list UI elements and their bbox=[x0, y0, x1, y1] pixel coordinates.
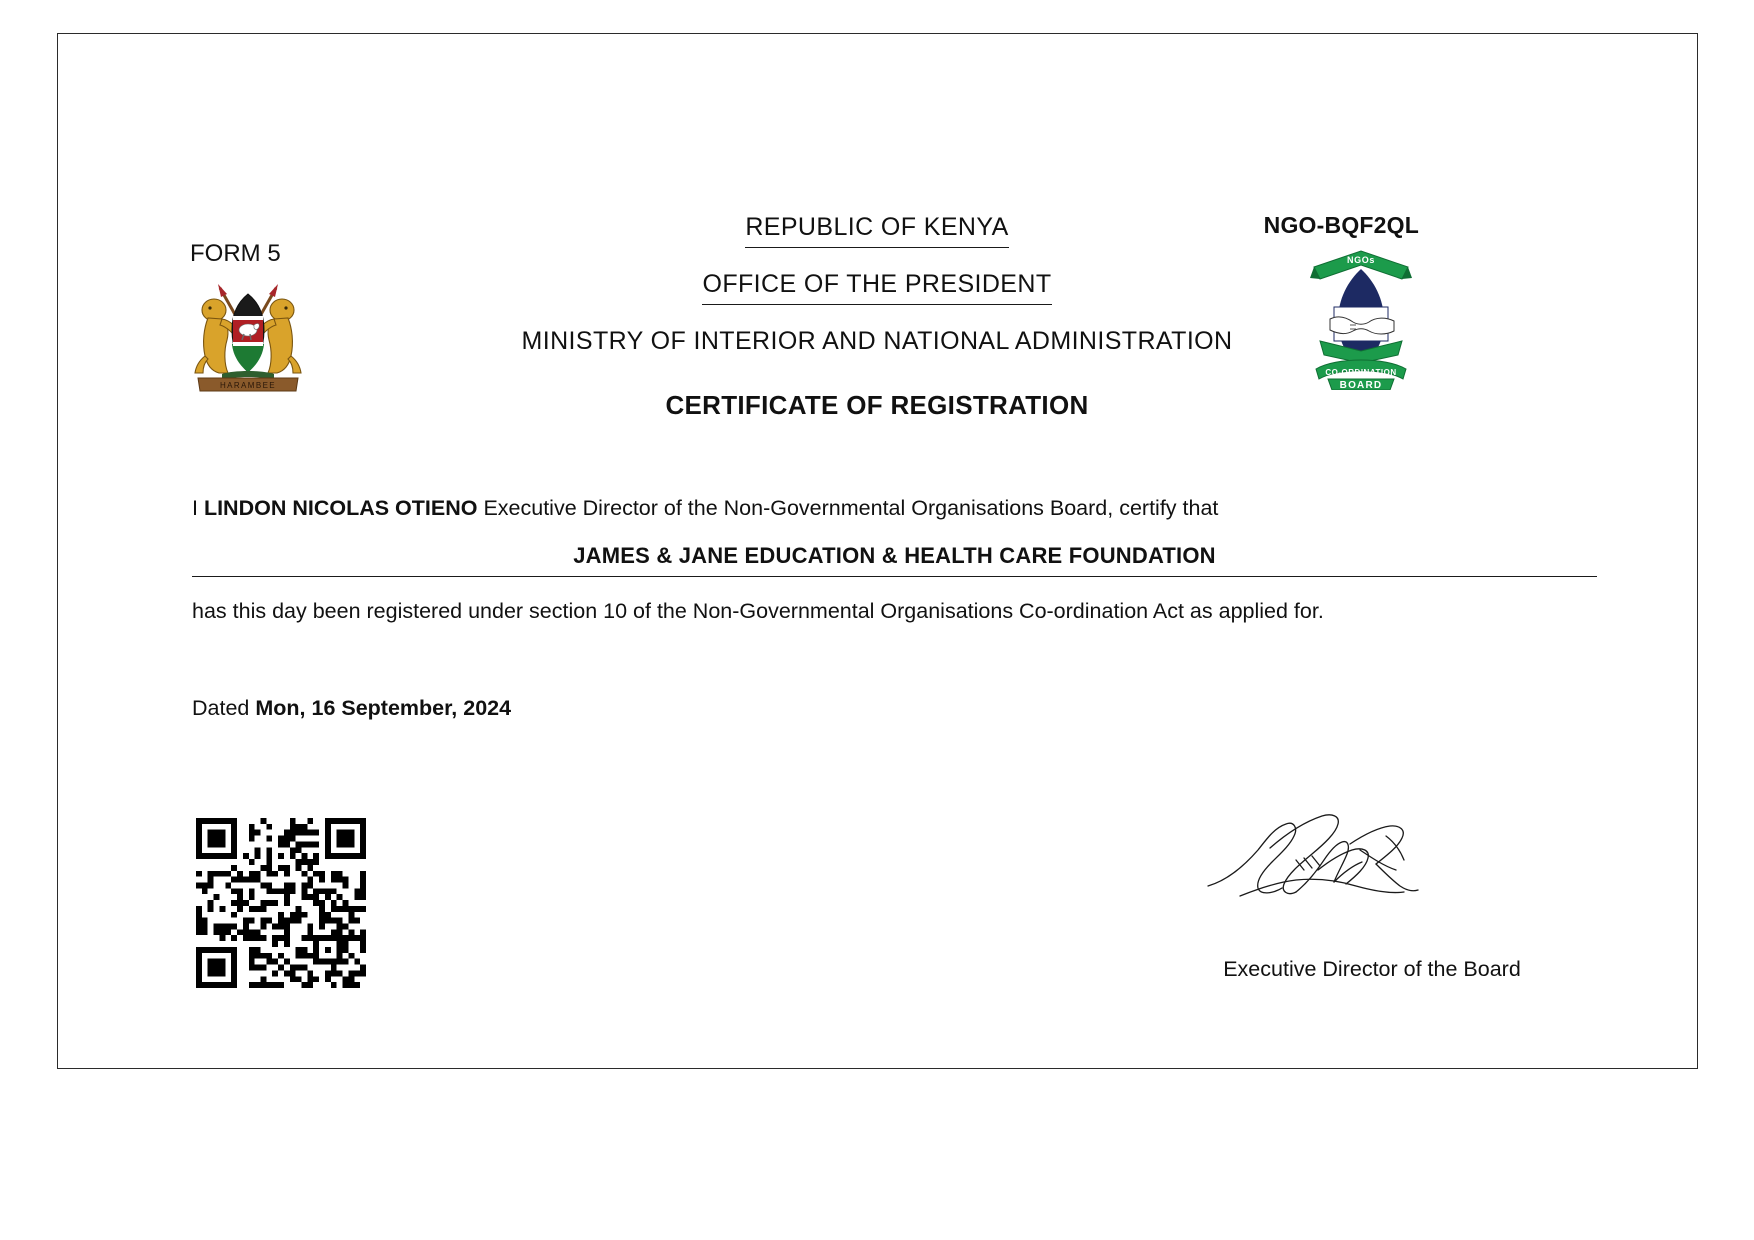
board-logo-bottom-text-1: CO-ORDINATION bbox=[1325, 368, 1397, 377]
qr-code[interactable] bbox=[196, 818, 366, 988]
certify-prefix: I bbox=[192, 496, 204, 520]
certificate-body bbox=[192, 493, 1597, 626]
page-title: CERTIFICATE OF REGISTRATION bbox=[665, 390, 1089, 420]
header-line-ministry: MINISTRY OF INTERIOR AND NATIONAL ADMINISTRATION bbox=[521, 327, 1233, 355]
director-name: LINDON NICOLAS OTIENO bbox=[203, 496, 478, 520]
signature-image bbox=[1200, 800, 1450, 940]
dated-row bbox=[192, 696, 511, 721]
header-line-office: OFFICE OF THE PRESIDENT bbox=[702, 270, 1051, 305]
board-logo-bottom-text-2: BOARD bbox=[1339, 380, 1383, 390]
certify-suffix: Executive Director of the Non-Governmental Organisations Board, certify that bbox=[477, 496, 1219, 520]
form-number-label: FORM 5 bbox=[190, 240, 281, 267]
signature-caption: Executive Director of the Board bbox=[1223, 957, 1521, 981]
dated-value: Mon, 16 September, 2024 bbox=[255, 696, 512, 720]
organisation-row bbox=[192, 543, 1597, 577]
certify-statement bbox=[192, 493, 1597, 523]
dated-label: Dated bbox=[192, 696, 256, 720]
header-line-republic: REPUBLIC OF KENYA bbox=[745, 213, 1008, 248]
registration-code: NGO-BQF2QL bbox=[1263, 212, 1419, 238]
coat-of-arms-motto: HARAMBEE bbox=[219, 381, 277, 390]
organisation-name: JAMES & JANE EDUCATION & HEALTH CARE FOUNDATION bbox=[573, 543, 1216, 568]
ngo-coordination-board-logo-icon bbox=[1306, 245, 1416, 390]
board-logo-top-text: NGOs bbox=[1347, 255, 1375, 265]
certificate-header bbox=[0, 213, 1754, 421]
registration-clause: has this day been registered under section 10 of the Non-Governmental Organisations Co-ordination Act as applied for. bbox=[192, 599, 1324, 623]
